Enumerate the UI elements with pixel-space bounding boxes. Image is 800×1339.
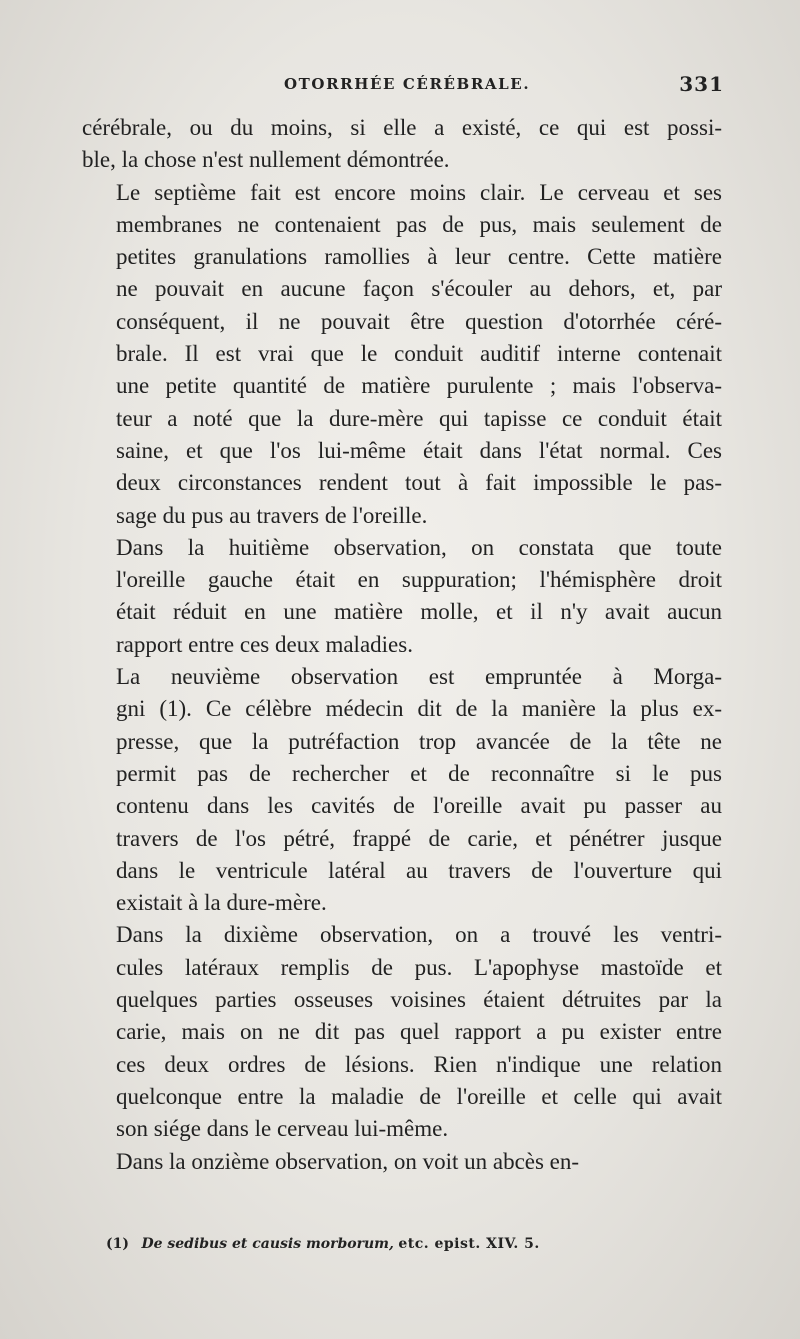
- paragraph: [82, 919, 722, 1145]
- text-line: petites granulations ramollies à leur centre. Cette matière: [116, 244, 722, 270]
- text-line: Dans la onzième observation, on voit un abcès en-: [116, 1148, 580, 1174]
- text-line: permit pas de rechercher et de reconnaître si le pus: [116, 760, 722, 786]
- footnote-number: (1): [106, 1236, 129, 1252]
- footnote: [106, 1236, 540, 1252]
- text-line: membranes ne contenaient pas de pus, mais seulement de: [116, 211, 722, 237]
- paragraph: [82, 661, 722, 919]
- text-line: travers de l'os pétré, frappé de carie, et pénétrer jusque: [116, 825, 722, 851]
- text-line: deux circonstances rendent tout à fait impossible le pas-: [116, 470, 722, 496]
- text-line: Dans la huitième observation, on constata que toute: [116, 534, 722, 560]
- text-line: teur a noté que la dure-mère qui tapisse ce conduit était: [116, 405, 722, 431]
- paragraph: [82, 532, 722, 661]
- text-line: l'oreille gauche était en suppuration; l'hémisphère droit: [116, 567, 722, 593]
- text-line: ne pouvait en aucune façon s'écouler au dehors, et, par: [116, 276, 722, 302]
- text-line: cules latéraux remplis de pus. L'apophyse mastoïde et: [116, 954, 722, 980]
- text-line: carie, mais on ne dit pas quel rapport a pu exister entre: [116, 1019, 722, 1045]
- paragraph: [82, 177, 722, 532]
- text-line: saine, et que l'os lui-même était dans l'état normal. Ces: [116, 437, 722, 463]
- text-line: existait à la dure-mère.: [116, 890, 327, 916]
- text-line: ble, la chose n'est nullement démontrée.: [82, 147, 450, 173]
- paragraph: [82, 112, 722, 177]
- page-header: [84, 72, 724, 102]
- text-line: dans le ventricule latéral au travers de l'ouverture qui: [116, 857, 722, 883]
- text-line: une petite quantité de matière purulente ; mais l'observa-: [116, 373, 722, 399]
- text-line: était réduit en une matière molle, et il n'y avait aucun: [116, 599, 722, 625]
- text-line: son siége dans le cerveau lui-même.: [116, 1116, 449, 1142]
- text-line: rapport entre ces deux maladies.: [116, 631, 413, 657]
- page-number: 331: [679, 72, 724, 96]
- text-line: cérébrale, ou du moins, si elle a existé, ce qui est possi-: [82, 115, 722, 140]
- body-text: [82, 112, 722, 1178]
- footnote-reference: etc. epist. XIV. 5.: [398, 1236, 540, 1252]
- text-line: quelconque entre la maladie de l'oreille et celle qui avait: [116, 1083, 722, 1109]
- paragraph: [82, 1146, 722, 1178]
- text-line: brale. Il est vrai que le conduit auditif interne contenait: [116, 341, 722, 367]
- running-head: OTORRHÉE CÉRÉBRALE.: [284, 75, 531, 93]
- text-line: ces deux ordres de lésions. Rien n'indique une relation: [116, 1051, 722, 1077]
- text-line: contenu dans les cavités de l'oreille avait pu passer au: [116, 793, 722, 819]
- text-line: sage du pus au travers de l'oreille.: [116, 502, 428, 528]
- text-line: quelques parties osseuses voisines étaient détruites par la: [116, 987, 722, 1013]
- text-line: Le septième fait est encore moins clair. Le cerveau et ses: [116, 179, 722, 205]
- text-line: conséquent, il ne pouvait être question d'otorrhée céré-: [116, 308, 722, 334]
- text-line: Dans la dixième observation, on a trouvé les ventri-: [116, 922, 722, 948]
- text-line: gni (1). Ce célèbre médecin dit de la manière la plus ex-: [116, 696, 722, 722]
- text-line: La neuvième observation est empruntée à Morga-: [116, 664, 722, 690]
- footnote-title: De sedibus et causis morborum,: [141, 1236, 394, 1252]
- text-line: presse, que la putréfaction trop avancée de la tête ne: [116, 728, 722, 754]
